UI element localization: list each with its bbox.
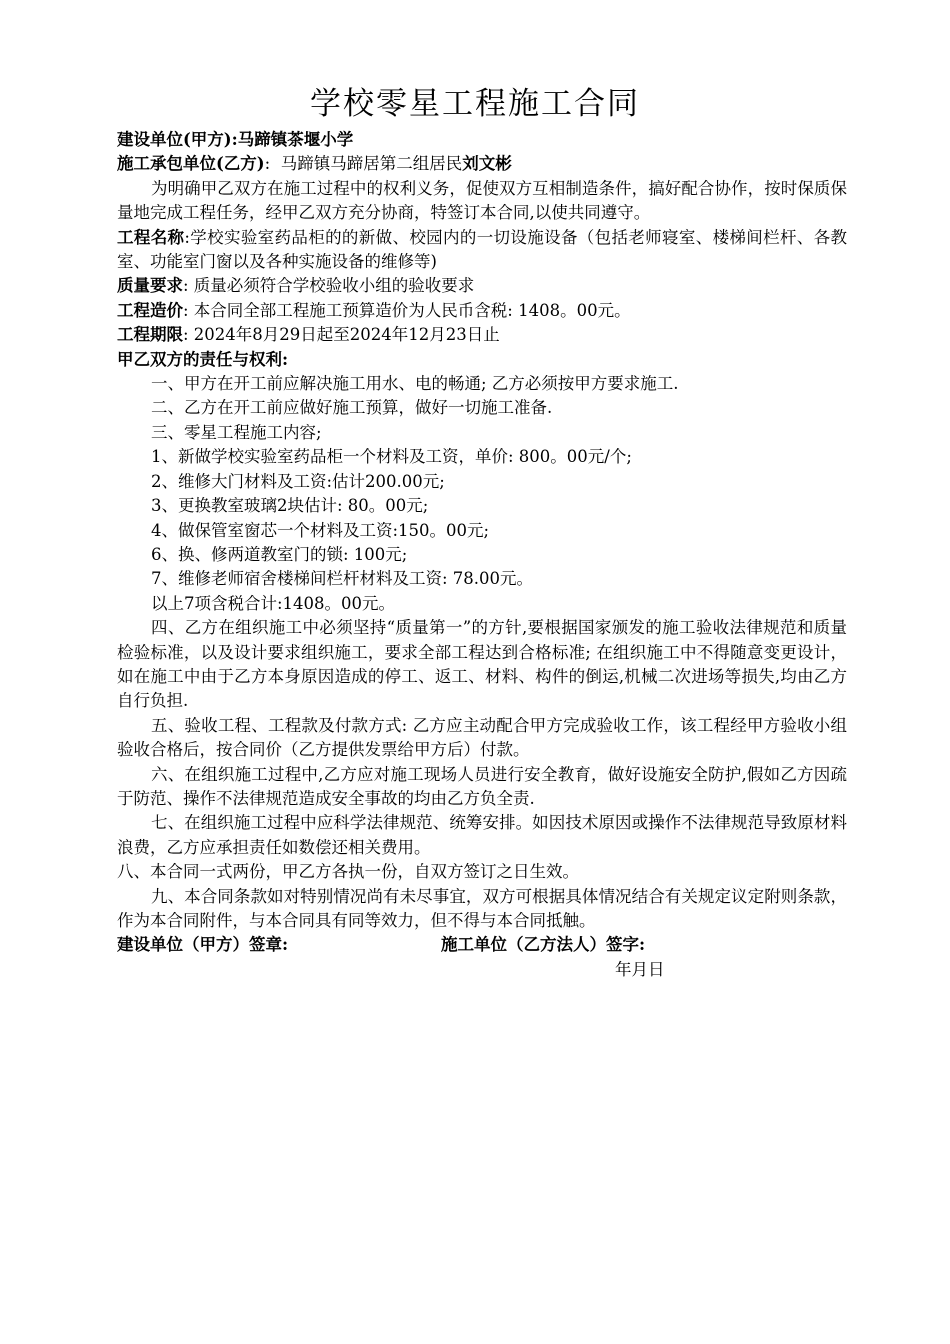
quality-label: 质量要求	[117, 276, 183, 296]
party-b-sep: :	[264, 154, 271, 174]
contract-body	[117, 128, 847, 982]
period-label: 工程期限	[117, 325, 183, 345]
clause-6: 六、在组织施工过程中,乙方应对施工现场人员进行安全教育，做好设施安全防护,假如乙方因疏于防范、操作不法律规范造成安全事故的均由乙方负全责.	[117, 764, 847, 808]
party-a-line	[117, 128, 847, 152]
clause-1: 一、甲方在开工前应解决施工用水、电的畅通; 乙方必须按甲方要求施工.	[151, 374, 679, 394]
cost-line	[117, 299, 847, 323]
clause-4: 四、乙方在组织施工中必须坚持“质量第一”的方针,要根据国家颁发的施工验收法律规范和质量检验标准，以及设计要求组织施工，要求全部工程达到合格标准; 在组织施工中不得随意变更设计，如在施工中由于乙方本身原因造成的停工、返工、材料、构件的倒运,机械二次进场等损失,均由乙方自行负担.	[117, 618, 847, 711]
cost-value: : 本合同全部工程施工预算造价为人民币含税: 1408。00元。	[183, 300, 631, 320]
quality-line	[117, 274, 847, 298]
quality-value: : 质量必须符合学校验收小组的验收要求	[183, 276, 475, 296]
party-b-line	[117, 152, 847, 176]
work-item: 2、维修大门材料及工资:估计200.00元;	[151, 471, 445, 491]
period-line	[117, 323, 847, 347]
work-item: 4、做保管室窗芯一个材料及工资:150。00元;	[151, 520, 490, 540]
date-line: 年月日	[615, 959, 665, 979]
signature-party-a: 建设单位（甲方）签章:	[117, 935, 289, 955]
project-name-label: 工程名称	[117, 227, 185, 247]
cost-label: 工程造价	[117, 300, 183, 320]
clause-9: 九、本合同条款如对特别情况尚有未尽事宜，双方可根据具体情况结合有关规定议定附则条款，作为本合同附件，与本合同具有同等效力，但不得与本合同抵触。	[117, 886, 847, 930]
preamble: 为明确甲乙双方在施工过程中的权利义务，促使双方互相制造条件，搞好配合协作，按时保质保量地完成工程任务，经甲乙双方充分协商，特签订本合同,以使共同遵守。	[117, 178, 847, 223]
project-name-value: :学校实验室药品柜的的新做、校园内的一切设施设备（包括老师寝室、楼梯间栏杆、各教室、功能室门窗以及各种实施设备的维修等)	[117, 227, 847, 272]
period-value: : 2024年8月29日起至2024年12月23日止	[183, 325, 500, 345]
work-item: 1、新做学校实验室药品柜一个材料及工资，单价: 800。00元/个;	[151, 447, 632, 467]
clause-8: 八、本合同一式两份，甲乙方各执一份，自双方签订之日生效。	[117, 862, 579, 882]
work-item: 3、更换教室玻璃2块估计: 80。00元;	[151, 496, 429, 516]
party-a-value: 马蹄镇茶堰小学	[237, 130, 354, 149]
work-item: 7、维修老师宿舍楼梯间栏杆材料及工资: 78.00元。	[151, 569, 534, 589]
party-b-value: 马蹄镇马蹄居第二组居民	[280, 154, 463, 174]
signature-row	[117, 933, 847, 957]
party-b-label: 施工承包单位(乙方)	[117, 154, 265, 174]
work-item: 6、换、修两道教室门的锁: 100元;	[151, 544, 408, 564]
signature-party-b: 施工单位（乙方法人）签字:	[441, 935, 646, 955]
rights-heading: 甲乙双方的责任与权利:	[117, 349, 289, 369]
party-b-name: 刘文彬	[462, 154, 512, 174]
total-line: 以上7项含税合计:1408。00元。	[151, 593, 396, 613]
document-title: 学校零星工程施工合同	[310, 86, 640, 122]
party-a-label: 建设单位(甲方):	[117, 130, 238, 149]
clause-7: 七、在组织施工过程中应科学法律规范、统筹安排。如因技术原因或操作不法律规范导致原材料浪费，乙方应承担责任如数偿还相关费用。	[117, 813, 847, 857]
clause-3: 三、零星工程施工内容;	[151, 422, 322, 442]
clause-5: 五、验收工程、工程款及付款方式: 乙方应主动配合甲方完成验收工作，该工程经甲方验收小组验收合格后，按合同价（乙方提供发票给甲方后）付款。	[117, 715, 847, 760]
clause-2: 二、乙方在开工前应做好施工预算，做好一切施工准备.	[151, 398, 553, 418]
project-name-line	[117, 226, 847, 275]
